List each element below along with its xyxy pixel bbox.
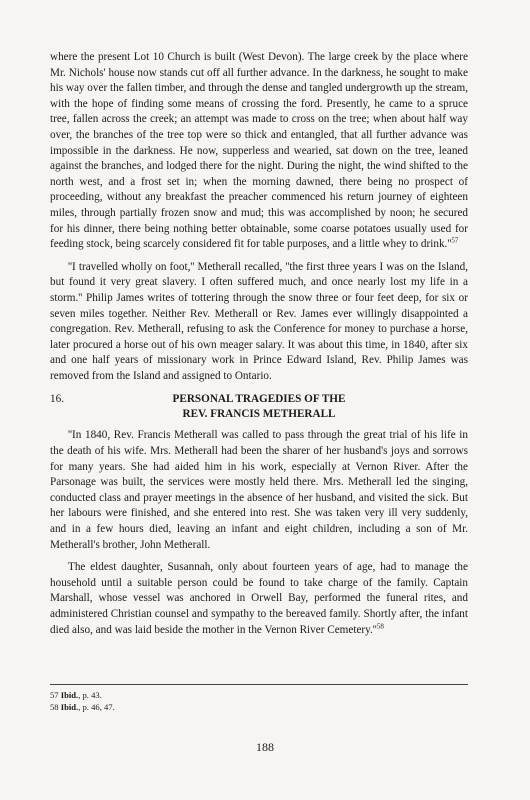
body-column — [50, 50, 468, 638]
footnote-58 — [50, 701, 468, 713]
footnote-number: 58 — [50, 702, 59, 712]
paragraph-3: ''In 1840, Rev. Francis Metherall was called to pass through the great trial of his life in the death of his wife. Mrs. Metherall had been the sharer of her husband's joys and sorrows for many years. She had aided him in his work, especially at Vernon River. After the Parsonage was built, the services were mostly held there. Mrs. Metherall led the singing, conducted class and prayer meetings in the absence of her husband, and visited the sick. But her labours were finished, and she entered into rest. She was taken very ill very suddenly, and in a few hours died, leaving an infant and eight children, including a son of Mr. Metherall's brother, John Metherall. — [50, 429, 468, 551]
section-heading — [50, 392, 468, 422]
footnote-number: 57 — [50, 690, 59, 700]
footnote-text: , p. 43. — [78, 690, 102, 700]
paragraph-4 — [50, 560, 468, 638]
page-number: 188 — [256, 740, 274, 754]
heading-line-1: PERSONAL TRAGEDIES OF THE — [172, 393, 346, 406]
paragraph-4-text: The eldest daughter, Susannah, only about fourteen years of age, had to manage the household until a suitable person could be found to take charge of the family. Captain Marshall, whose vessel was anchored in Orwell Bay, performed the funeral rites, and administered Christian counsel and sympathy to the bereaved family. Shortly after, the infant died also, and was laid beside the mother in the Vernon River Cemetery.'' — [50, 561, 468, 636]
footnote-ref-57[interactable]: 57 — [451, 236, 459, 245]
footnote-ref-58[interactable]: 58 — [376, 621, 384, 630]
footnote-ref: Ibid. — [60, 702, 79, 712]
section-number: 16. — [50, 393, 64, 406]
paragraph-2: ''I travelled wholly on foot,'' Metherall recalled, ''the first three years I was on the Island, but found it very great slavery. I often suffered much, and once nearly lost my life in a storm.'' Philip James writes of tottering through the snow three or four feet deep, for six or seven miles together. Neither Rev. Metherall or Rev. James ever willingly disappointed a congregation. Rev. Metherall, refusing to ask the Conference for money to purchase a horse, later procured a horse out of his own meager salary. It was about this time, in 1840, after six and one half years of missionary work in Prince Edward Island, Rev. Philip James was removed from the Island and assigned to Ontario. — [50, 260, 468, 382]
paragraph-1-text: where the present Lot 10 Church is built (West Devon). The large creek by the place where Mr. Nichols' house now stands cut off all further advance. In the darkness, he sought to make his way over the fallen timber, and through the dense and tangled undergrowth up the stream, with the hope of finding some means of crossing the ford. Presently, he came to a spruce tree, fallen across the creek; an attempt was made to cross on the tree; when about half way over, the branches of the tree top were so thick and entangled, that all further advance was impossible in the darkness. He now, supperless and wearied, sat down on the tree, leaned against the branches, and lodged there for the night. During the night, the wind shifted to the north west, and a frost set in; when the morning dawned, there being no prospect of proceeding, without any breakfast the preacher commenced his return journey of eighteen miles, through partially frozen snow and mud; this was accomplished by noon; he secured for his dinner, there being nothing better obtainable, some coarse potatoes usually used for feeding stock, being scarcely considered fit for table purposes, and a little whey to drink.'' — [50, 51, 468, 251]
footnote-ref: Ibid. — [60, 690, 79, 700]
heading-line-2: REV. FRANCIS METHERALL — [182, 408, 336, 421]
footnote-57 — [50, 689, 468, 701]
footnote-text: , p. 46, 47. — [78, 702, 115, 712]
footnotes — [50, 684, 468, 713]
paragraph-1 — [50, 50, 468, 253]
